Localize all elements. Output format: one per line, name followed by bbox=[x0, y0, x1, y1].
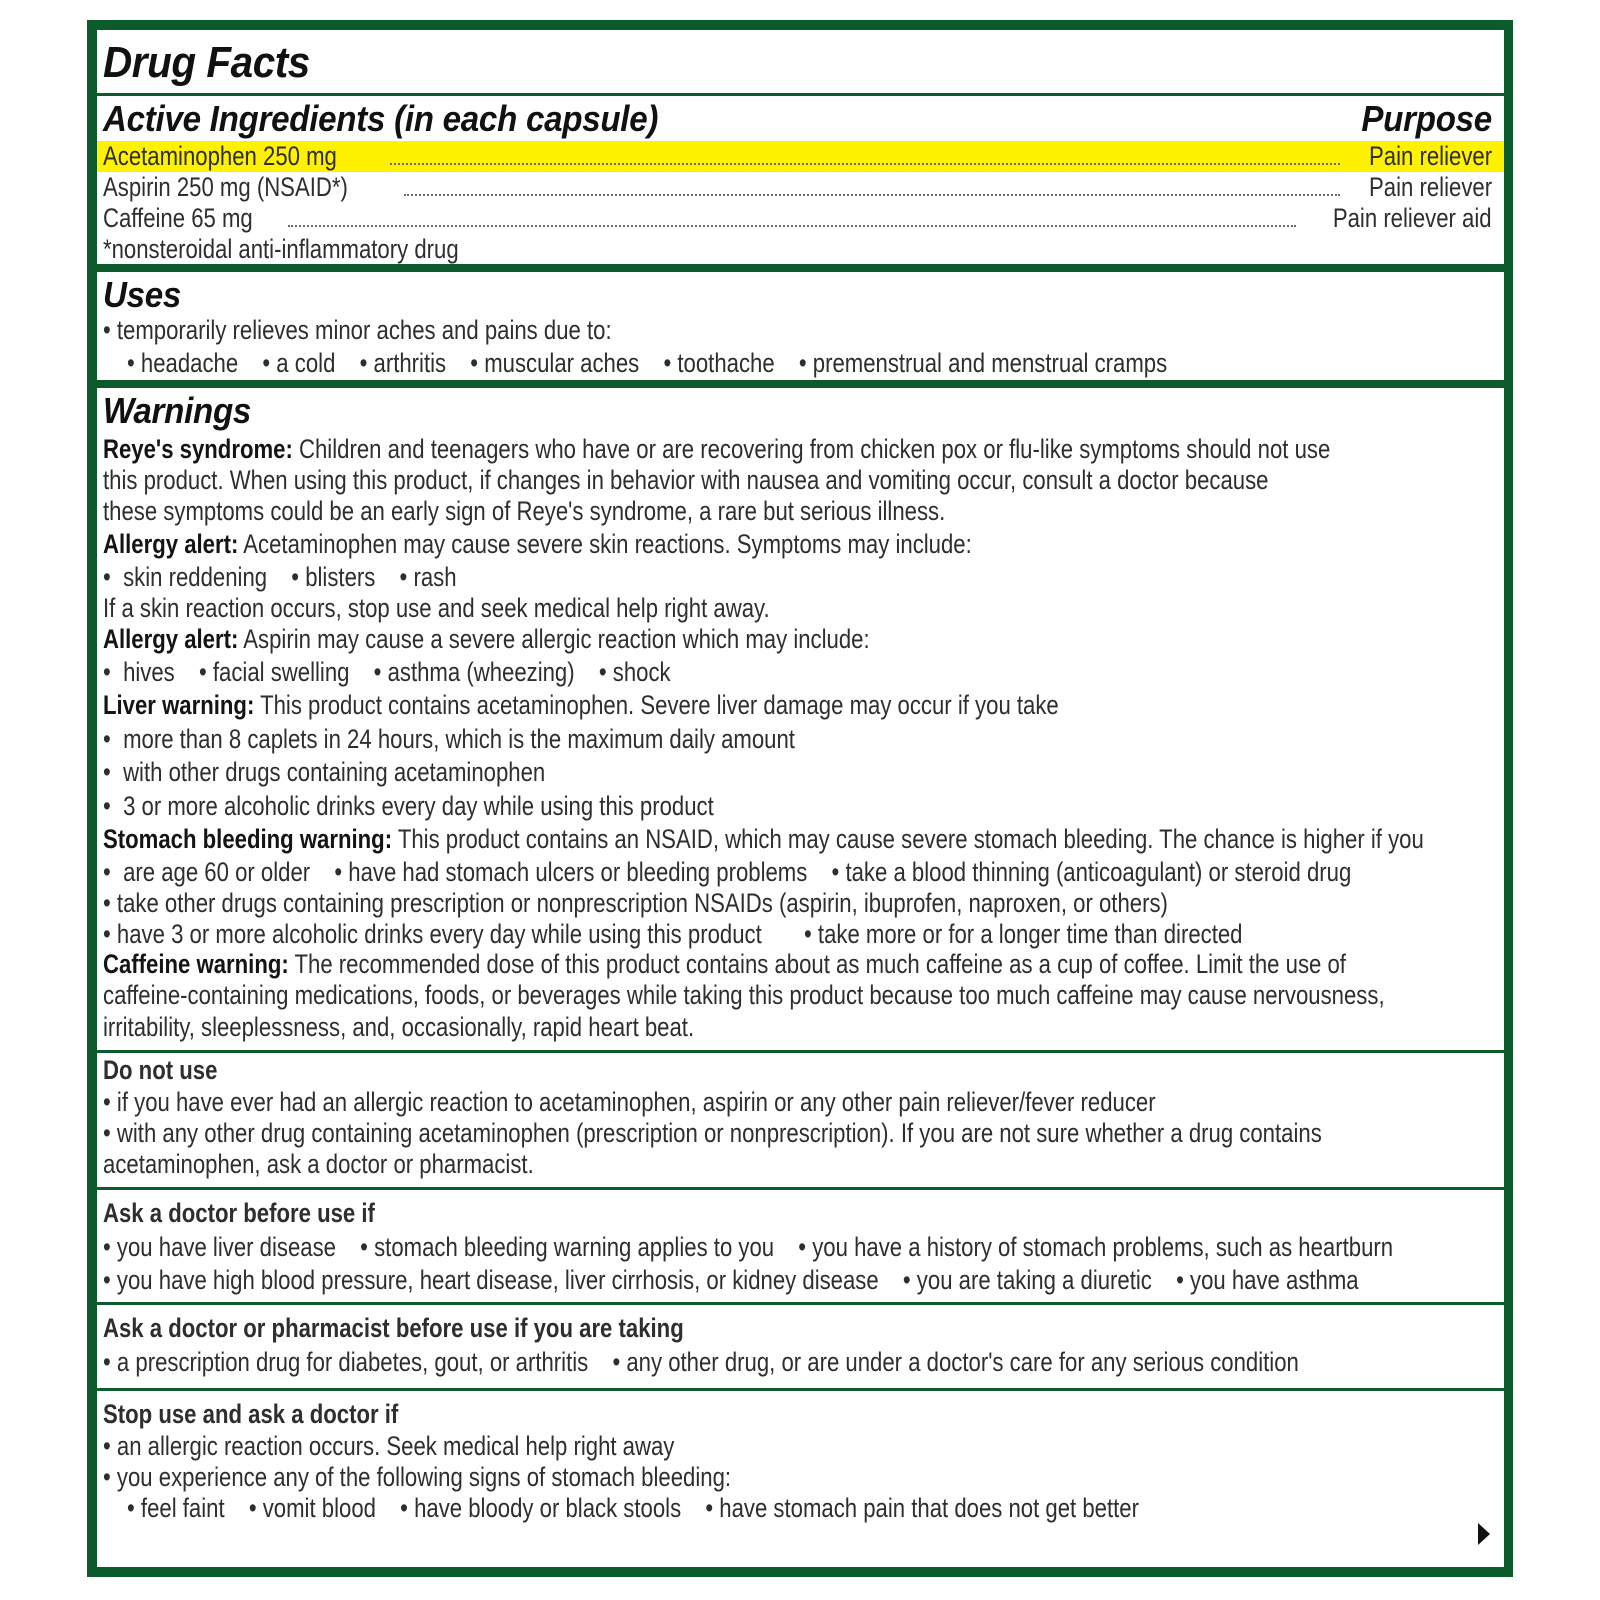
caffeine-warning-line-2: caffeine-containing medications, foods, or beverages while taking this product because too much caffeine may cause nervousness, bbox=[103, 980, 1385, 1010]
uses-heading: Uses bbox=[103, 274, 182, 315]
warnings-panel bbox=[97, 388, 1504, 1050]
do-not-use-heading: Do not use bbox=[103, 1055, 218, 1085]
ingredient-purpose: Pain reliever aid bbox=[1333, 203, 1492, 233]
dot-leader bbox=[390, 163, 1340, 165]
ingredient-purpose: Pain reliever bbox=[1368, 141, 1492, 171]
caffeine-warning-line-1: Caffeine warning: The recommended dose of this product contains about as much caffeine as a cup of coffee. Limit the use of bbox=[103, 949, 1346, 979]
use-item: a cold bbox=[276, 348, 336, 378]
uses-list: • headache • a cold • arthritis • muscular aches • toothache • premenstrual and menstrual cramps bbox=[127, 348, 1168, 378]
dot-leader bbox=[288, 225, 1297, 227]
allergy-alert-acetaminophen: Allergy alert: Acetaminophen may cause severe skin reactions. Symptoms may include: bbox=[103, 529, 972, 559]
ingredient-row-caffeine bbox=[97, 203, 1504, 234]
ask-doctor-row-1: • you have liver disease • stomach bleeding warning applies to you • you have a history of stomach problems, such as heartburn bbox=[103, 1232, 1394, 1262]
purpose-heading: Purpose bbox=[1361, 98, 1492, 139]
stop-use-line: • an allergic reaction occurs. Seek medical help right away bbox=[103, 1431, 675, 1461]
stop-use-panel bbox=[97, 1391, 1504, 1567]
caffeine-warning-line-3: irritability, sleeplessness, and, occasionally, rapid heart beat. bbox=[103, 1012, 695, 1042]
reyes-line-1: Reye's syndrome: Children and teenagers who have or are recovering from chicken pox or flu-like symptoms should not use bbox=[103, 434, 1331, 464]
allergy-label: Allergy alert: bbox=[103, 529, 239, 559]
liver-label: Liver warning: bbox=[103, 690, 255, 720]
stomach-bleeding-signs: • feel faint • vomit blood • have bloody or black stools • have stomach pain that does not get better bbox=[127, 1493, 1139, 1523]
drug-facts-frame bbox=[87, 20, 1513, 1577]
allergy-label: Allergy alert: bbox=[103, 624, 239, 654]
reyes-line-2: this product. When using this product, if changes in behavior with nausea and vomiting occur, consult a doctor because bbox=[103, 465, 1269, 495]
use-item: toothache bbox=[677, 348, 775, 378]
reyes-line-3: these symptoms could be an early sign of Reye's syndrome, a rare but serious illness. bbox=[103, 496, 946, 526]
liver-item: • with other drugs containing acetaminophen bbox=[103, 757, 546, 787]
caffeine-label: Caffeine warning: bbox=[103, 949, 289, 979]
stomach-row-3: • have 3 or more alcoholic drinks every day while using this product • take more or for a longer time than directed bbox=[103, 919, 1243, 949]
ask-doctor-heading: Ask a doctor before use if bbox=[103, 1198, 375, 1228]
use-item: arthritis bbox=[373, 348, 447, 378]
uses-intro: • temporarily relieves minor aches and pains due to: bbox=[103, 315, 612, 345]
stomach-bleeding-warning: Stomach bleeding warning: This product contains an NSAID, which may cause severe stomach bleeding. The chance is higher if you bbox=[103, 824, 1424, 854]
liver-item: • more than 8 caplets in 24 hours, which is the maximum daily amount bbox=[103, 724, 795, 754]
use-item: headache bbox=[140, 348, 239, 378]
stop-use-line: • you experience any of the following signs of stomach bleeding: bbox=[103, 1462, 732, 1492]
ask-pharmacist-heading: Ask a doctor or pharmacist before use if you are taking bbox=[103, 1313, 684, 1343]
ask-doctor-panel bbox=[97, 1190, 1504, 1302]
active-ingredients-heading: Active Ingredients (in each capsule) bbox=[103, 98, 659, 139]
continue-arrow-icon bbox=[1478, 1523, 1490, 1545]
ask-doctor-row-2: • you have high blood pressure, heart disease, liver cirrhosis, or kidney disease • you are taking a diuretic • you have asthma bbox=[103, 1265, 1359, 1295]
uses-panel bbox=[97, 272, 1504, 380]
do-not-use-line: • if you have ever had an allergic reaction to acetaminophen, aspirin or any other pain reliever/fever reducer bbox=[103, 1087, 1156, 1117]
do-not-use-panel bbox=[97, 1053, 1504, 1187]
stop-use-heading: Stop use and ask a doctor if bbox=[103, 1399, 399, 1429]
ask-pharmacist-panel bbox=[97, 1305, 1504, 1388]
do-not-use-line: • with any other drug containing acetaminophen (prescription or nonprescription). If you are not sure whether a drug contains bbox=[103, 1118, 1322, 1148]
ingredient-name: Caffeine 65 mg bbox=[103, 203, 253, 233]
stomach-label: Stomach bleeding warning: bbox=[103, 824, 393, 854]
ask-pharmacist-row: • a prescription drug for diabetes, gout, or arthritis • any other drug, or are under a doctor's care for any serious condition bbox=[103, 1347, 1299, 1377]
skin-reaction-followup: If a skin reaction occurs, stop use and seek medical help right away. bbox=[103, 593, 770, 623]
warnings-heading: Warnings bbox=[103, 390, 252, 431]
active-ingredients-panel bbox=[97, 96, 1504, 264]
stomach-row-2: • take other drugs containing prescription or nonprescription NSAIDs (aspirin, ibuprofen, naproxen, or others) bbox=[103, 888, 1168, 918]
use-item: premenstrual and menstrual cramps bbox=[812, 348, 1168, 378]
ingredient-row-aspirin bbox=[97, 172, 1504, 203]
aspirin-reaction-list: • hives • facial swelling • asthma (wheezing) • shock bbox=[103, 657, 671, 687]
ingredient-name: Aspirin 250 mg (NSAID*) bbox=[103, 172, 348, 202]
allergy-alert-aspirin: Allergy alert: Aspirin may cause a severe allergic reaction which may include: bbox=[103, 624, 870, 654]
reyes-label: Reye's syndrome: bbox=[103, 434, 293, 464]
page-title: Drug Facts bbox=[103, 38, 310, 87]
stomach-row-1: • are age 60 or older • have had stomach ulcers or bleeding problems • take a blood thinning (anticoagulant) or steroid drug bbox=[103, 857, 1352, 887]
ingredient-row-acetaminophen bbox=[97, 141, 1504, 172]
use-item: muscular aches bbox=[484, 348, 640, 378]
nsaid-footnote: *nonsteroidal anti-inflammatory drug bbox=[103, 234, 459, 264]
liver-warning: Liver warning: This product contains acetaminophen. Severe liver damage may occur if you take bbox=[103, 690, 1059, 720]
dot-leader bbox=[404, 194, 1340, 196]
ingredient-purpose: Pain reliever bbox=[1368, 172, 1492, 202]
title-panel bbox=[97, 30, 1504, 93]
do-not-use-line: acetaminophen, ask a doctor or pharmacist. bbox=[103, 1149, 534, 1179]
ingredient-name: Acetaminophen 250 mg bbox=[103, 141, 337, 171]
liver-item: • 3 or more alcoholic drinks every day while using this product bbox=[103, 791, 714, 821]
skin-reaction-list: • skin reddening • blisters • rash bbox=[103, 562, 457, 592]
